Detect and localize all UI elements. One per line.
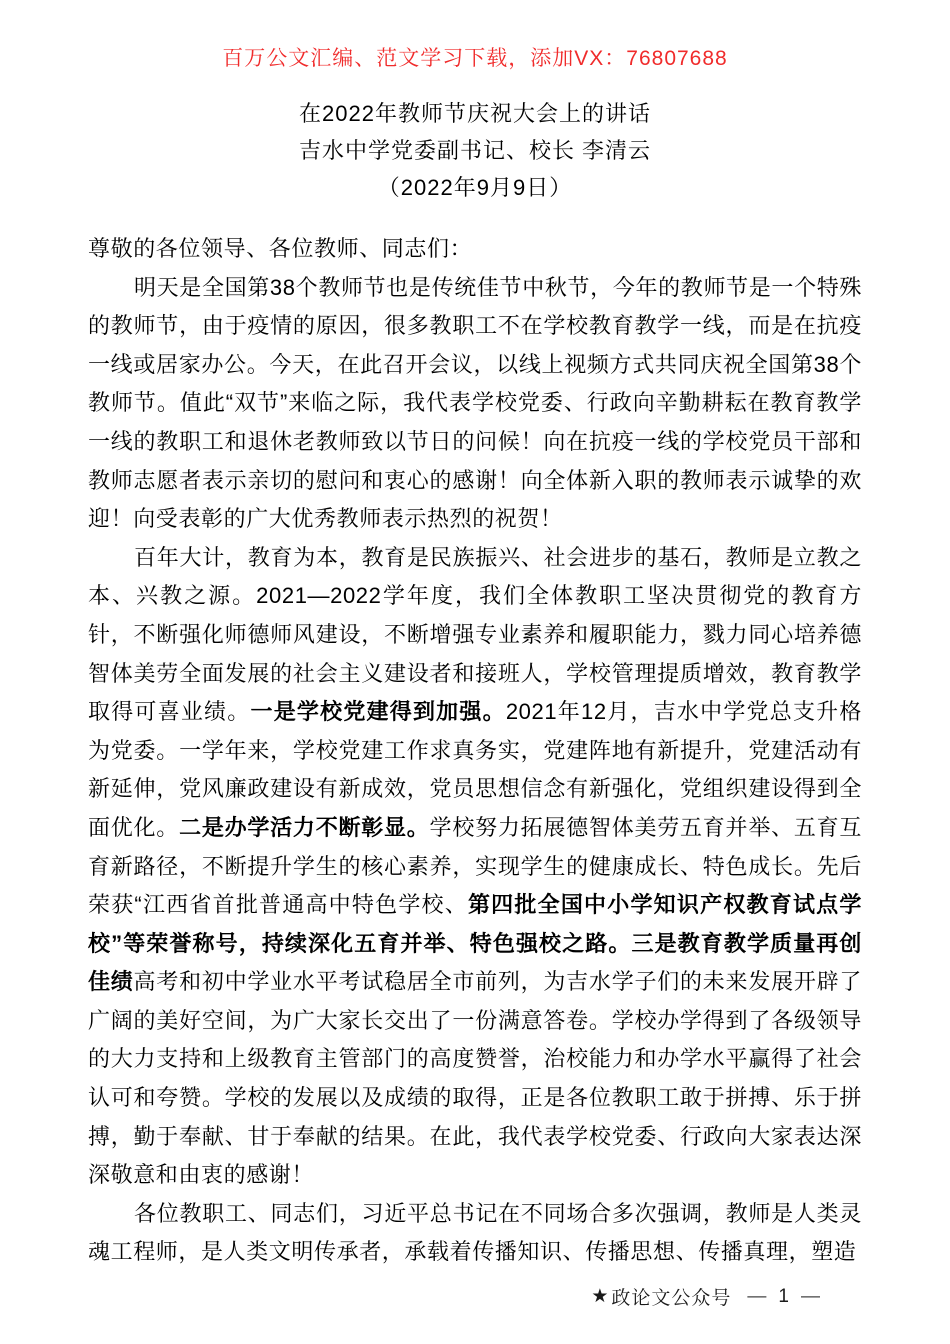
page-dash-left: —	[747, 1285, 768, 1307]
star-icon: ★	[591, 1286, 610, 1307]
promo-banner: 百万公文汇编、范文学习下载，添加VX：76807688	[222, 47, 728, 70]
footer-brand: 政论文公众号	[611, 1288, 732, 1309]
document-date: （2022年9月9日）	[377, 175, 573, 200]
text-run: 高考和初中学业水平考试稳居全市前列，为吉水学子们的未来发展开辟了广阔的美好空间，为广大家长交出了一份满意答卷。学校办学得到了各级领导的大力支持和上级教育主管部门的高度赞誉，治校能力和办学水平赢得了社会认可和夸赞。学校的发展以及成绩的取得，正是各位教职工敢于拼搏、乐于拼搏，勤于奉献、甘于奉献的结果。在此，我代表学校党委、行政向大家表达深深敬意和由衷的感谢！	[88, 969, 863, 1188]
salutation: 尊敬的各位领导、各位教师、同志们：	[88, 236, 473, 261]
page-number: 1	[778, 1285, 790, 1307]
paragraph-teachers-role: 各位教职工、同志们，习近平总书记在不同场合多次强调，教师是人类灵魂工程师，是人类文明传承者，承载着传播知识、传播思想、传播真理，塑造	[88, 1200, 862, 1265]
text-run: 学校努力拓展德智体美劳五育并举、五育互育新路径，不断提升学生的核心素养，实现学生的健康成长、特色成长。先后荣获“江西省首批普通高中特色学校、	[88, 814, 862, 918]
title-block	[0, 95, 950, 206]
bold-run-party-building: 一是学校党建得到加强。	[250, 699, 506, 725]
bold-run-school-vitality: 二是办学活力不断彰显。	[179, 814, 430, 840]
page-footer	[591, 1283, 832, 1310]
page-dash-right: —	[801, 1285, 821, 1307]
document-body	[88, 230, 862, 1272]
text-run: 2021年12月，吉水中学党总支升格为党委。一学年来，学校党建工作求真务实，党建阵地有新提升，党建活动有新延伸，党风廉政建设有新成效，党员思想信念有新强化，党组织建设得到全面优化。	[88, 699, 862, 840]
document-author: 吉水中学党委副书记、校长 李清云	[298, 138, 652, 163]
text-run: 百年大计，教育为本，教育是民族振兴、社会进步的基石，教师是立教之本、兴教之源。2021—2022学年度，我们全体教职工坚决贯彻党的教育方针，不断强化师德师风建设，不断增强专业素养和履职能力，戮力同心培养德智体美劳全面发展的社会主义建设者和接班人，学校管理提质增效，教育教学取得可喜业绩。	[88, 544, 862, 725]
paragraph-greeting: 明天是全国第38个教师节也是传统佳节中秋节，今年的教师节是一个特殊的教师节，由于疫情的原因，很多教职工不在学校教育教学一线，而是在抗疫一线或居家办公。今天，在此召开会议，以线上视频方式共同庆祝全国第38个教师节。值此“双节”来临之际，我代表学校党委、行政向辛勤耕耘在教育教学一线的教职工和退休老教师致以节日的问候！向在抗疫一线的学校党员干部和教师志愿者表示亲切的慰问和衷心的感谢！向全体新入职的教师表示诚挚的欢迎！向受表彰的广大优秀教师表示热烈的祝贺！	[88, 274, 862, 532]
bold-run-honors-quality: 第四批全国中小学知识产权教育试点学校”等荣誉称号，持续深化五育并举、特色强校之路。三是教育教学质量再创佳绩	[88, 892, 862, 995]
paragraph-achievements	[88, 539, 862, 1195]
document-title: 在2022年教师节庆祝大会上的讲话	[299, 101, 651, 126]
